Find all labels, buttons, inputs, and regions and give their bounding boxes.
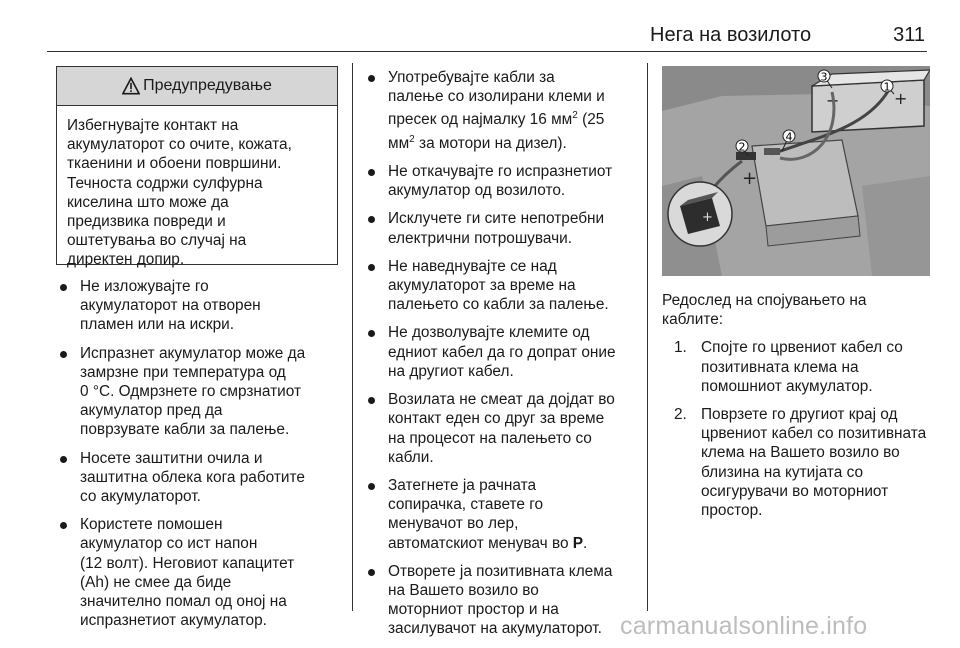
list-line: Не откачувајте го испразнетиот <box>388 163 613 181</box>
warning-text <box>57 106 337 270</box>
text-fragment: . <box>583 534 588 552</box>
list-line: значително помал од оној на <box>80 593 287 611</box>
callout-2: 2 <box>738 140 746 154</box>
list-line: акумулаторот на отворен <box>80 297 261 315</box>
list-item <box>364 162 646 200</box>
list-line: замрзне при температура од <box>80 363 286 381</box>
list-line: 0 °C. Одмрзнете го смрзнатиот <box>80 383 302 401</box>
list-line: Исклучете ги сите непотребни <box>388 210 605 228</box>
list-line: Затегнете ја рачната <box>388 476 537 494</box>
list-line: Носете заштитни очила и <box>80 449 263 467</box>
list-line: на процесот на палењето со <box>388 429 592 447</box>
bold-text: P <box>572 534 584 552</box>
list-line: засилувачот на акумулаторот. <box>388 620 602 638</box>
warning-heading <box>57 67 337 106</box>
watermark: carmanualsonline.info <box>620 612 868 640</box>
list-line: акумулатор пред да <box>80 402 223 420</box>
list-line: палење со изолирани клеми и <box>388 88 605 106</box>
superscript: 2 <box>409 133 415 145</box>
list-line: на Вашето возило во <box>388 581 539 599</box>
list-line: со акумулаторот. <box>80 488 201 506</box>
battery-illustration <box>662 66 930 276</box>
warning-line: оштетувања во случај на <box>67 232 247 250</box>
text-fragment: пресек од најмалку 16 мм <box>388 111 573 129</box>
right-column-text <box>662 291 932 529</box>
step-line: помошниот акумулатор. <box>701 377 873 395</box>
intro-line: Редослед на спојувањето на <box>662 292 867 309</box>
step-line: клема на Вашето возило во <box>701 444 900 462</box>
middle-column-list <box>364 68 646 648</box>
text-fragment: мм <box>388 134 410 152</box>
list-line: испразнетиот акумулатор. <box>80 612 267 630</box>
list-line: (Ah) не смее да биде <box>80 573 232 591</box>
list-line: менувачот во лер, <box>388 515 519 533</box>
list-line: Употребувајте кабли за <box>388 69 555 86</box>
warning-line: акумулаторот со очите, кожата, <box>67 136 292 154</box>
list-line <box>388 106 646 129</box>
text-fragment: за мотори на дизел). <box>414 134 567 152</box>
plus-sign: + <box>702 210 713 225</box>
superscript: 2 <box>572 110 578 122</box>
warning-line: предизвика повреди и <box>67 213 226 231</box>
list-item <box>364 476 646 553</box>
list-item <box>56 344 348 440</box>
page-header <box>650 24 925 50</box>
list-item <box>364 68 646 153</box>
list-line: Користете помошен <box>80 516 223 534</box>
intro-line: каблите: <box>662 311 724 329</box>
list-line: заштитна облека кога работите <box>80 468 305 486</box>
list-line <box>388 130 646 153</box>
list-line: акумулаторот за време на <box>388 277 576 295</box>
step-number: 2. <box>674 406 687 424</box>
step-number: 1. <box>674 339 687 357</box>
list-line: пламен или на искри. <box>80 316 235 334</box>
list-item <box>56 449 348 507</box>
warning-line: киселина што може да <box>67 193 229 211</box>
list-line: сопирачка, ставете го <box>388 496 544 514</box>
step-line: Спојте го црвениот кабел со <box>701 339 903 357</box>
list-line: контакт еден со друг за време <box>388 410 605 428</box>
step-line: близина на кутијата со <box>701 463 864 481</box>
minus-sign: − <box>826 91 840 110</box>
callout-4: 4 <box>785 130 793 144</box>
list-item <box>56 515 348 630</box>
callout-1: 1 <box>883 80 891 94</box>
step-line: осигурувачи во моторниот <box>701 482 889 500</box>
list-line: акумулатор од возилото. <box>388 182 566 200</box>
list-line: Возилата не смеат да дојдат во <box>388 391 615 409</box>
list-line <box>388 534 646 553</box>
callout-3: 3 <box>820 70 828 84</box>
list-item <box>364 323 646 381</box>
warning-line: ткаенини и обоени површини. <box>67 155 282 173</box>
list-line: (12 волт). Неговиот капацитет <box>80 554 295 572</box>
text-fragment: автоматскиот менувач во <box>388 534 573 552</box>
list-item <box>364 562 646 639</box>
plus-sign: + <box>894 89 908 108</box>
page-title: Нега на возилото <box>650 24 812 46</box>
list-line: Отворете ја позитивната клема <box>388 562 613 580</box>
list-item <box>56 277 348 335</box>
text-fragment: (25 <box>577 111 605 129</box>
page-number: 311 <box>893 24 925 46</box>
warning-box <box>56 66 338 269</box>
list-line: моторниот простор и на <box>388 601 559 619</box>
header-divider <box>47 51 927 52</box>
list-item <box>364 390 646 467</box>
list-line: акумулатор со ист напон <box>80 535 258 553</box>
step-line: позитивната клема на <box>701 358 859 376</box>
step-item <box>674 405 932 520</box>
list-line: на другиот кабел. <box>388 362 514 380</box>
list-line: Не наведнувајте се над <box>388 257 557 275</box>
warning-line: Течноста содржи сулфурна <box>67 174 263 192</box>
step-line: Поврзете го другиот крај од <box>701 406 898 424</box>
warning-line: директен допир. <box>67 251 185 269</box>
left-column-list <box>56 277 348 639</box>
column-divider-left <box>352 63 353 611</box>
list-line: Не изложувајте го <box>80 278 209 295</box>
warning-line: Избегнувајте контакт на <box>67 117 239 134</box>
list-line: едниот кабел да го допрат оние <box>388 343 616 361</box>
warning-heading-text: Предупредување <box>143 77 272 94</box>
list-item <box>364 257 646 315</box>
list-line: палењето со кабли за палење. <box>388 296 609 314</box>
list-item <box>364 209 646 247</box>
step-line: простор. <box>701 502 763 520</box>
list-line: Не дозволувајте клемите од <box>388 324 590 342</box>
list-line: Испразнет акумулатор може да <box>80 344 306 362</box>
step-item <box>674 338 932 396</box>
warning-triangle-icon <box>122 77 140 95</box>
list-line: поврзувате кабли за палење. <box>80 421 290 439</box>
column-divider-right <box>647 63 648 611</box>
list-line: електрични потрошувачи. <box>388 229 572 247</box>
list-line: кабли. <box>388 448 434 466</box>
step-line: црвениот кабел со позитивната <box>701 425 927 443</box>
plus-sign: + <box>742 168 758 189</box>
engine-bay-illustration <box>662 66 930 276</box>
